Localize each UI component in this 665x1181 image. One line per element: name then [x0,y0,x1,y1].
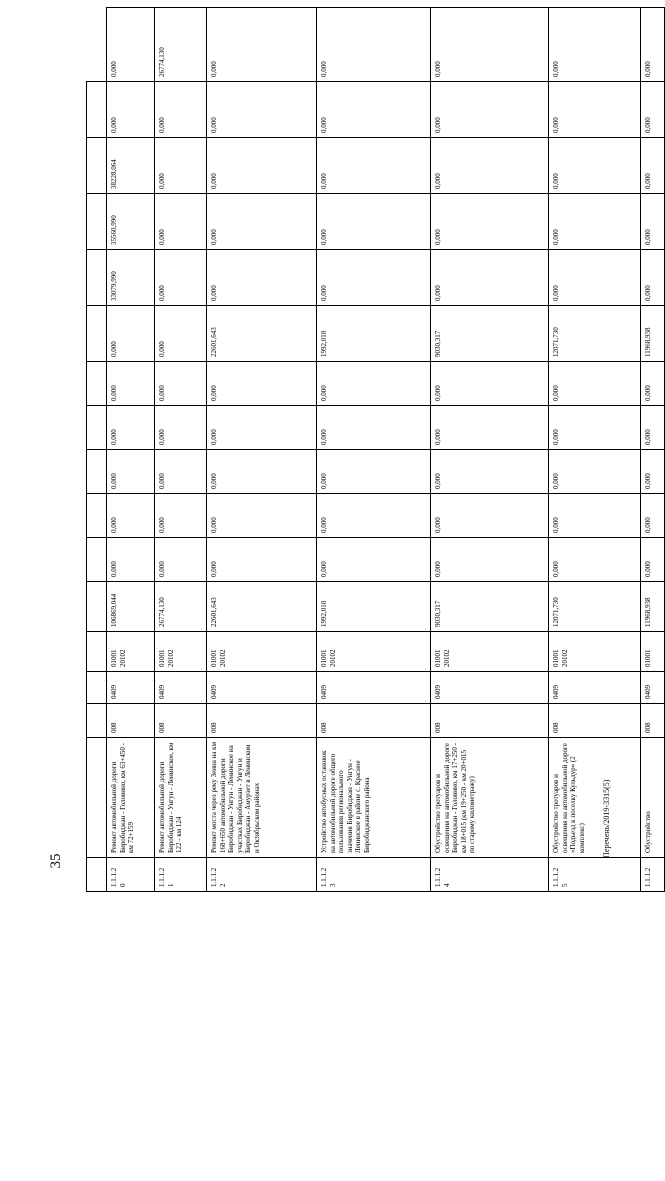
value-cell: 0409 [155,672,207,704]
value-cell: 0,000 [549,250,641,306]
value-cell: 0,000 [155,406,207,450]
value-cell: 0,000 [317,8,431,82]
row-name-cell: Обустройство тротуаров и освещения на автомобильной дороге Биробиджан - Головино, км 17+250 - км 18+015 (км 19+250 - км 20+015 по старому километражу) [431,738,549,858]
value-cell: 0,000 [207,450,317,494]
value-cell: 0,000 [641,538,665,582]
table-cell [87,538,107,582]
value-cell: 0,000 [431,250,549,306]
page-number: 35 [48,853,64,869]
value-cell: 0,000 [207,8,317,82]
value-cell: 008 [207,704,317,738]
value-cell: 0409 [207,672,317,704]
value-cell: 0,000 [317,494,431,538]
value-cell: 0,000 [317,250,431,306]
value-cell: 01001 20102 [431,632,549,672]
table-cell [87,406,107,450]
value-cell: 0,000 [641,250,665,306]
footer-stamp-text: Перечень/2019-3315(5) [602,779,611,858]
rotated-table-container [86,7,652,892]
value-cell: 35560,990 [107,194,155,250]
value-cell: 0,000 [431,450,549,494]
value-cell: 0,000 [549,82,641,138]
value-cell: 0,000 [155,82,207,138]
value-cell: 0,000 [207,362,317,406]
value-cell: 0,000 [641,362,665,406]
value-cell: 01001 20102 [317,632,431,672]
value-cell: 0,000 [155,362,207,406]
value-cell: 0,000 [317,194,431,250]
page-number-wrap [20,425,64,869]
value-cell: 0409 [549,672,641,704]
footer-stamp [600,628,616,888]
value-cell: 0,000 [431,194,549,250]
table-cell [87,738,107,858]
value-cell: 11968,938 [641,306,665,362]
value-cell: 0,000 [549,538,641,582]
value-cell: 0,000 [641,82,665,138]
value-cell: 0,000 [207,494,317,538]
value-cell: 22601,643 [207,306,317,362]
value-cell: 0,000 [107,494,155,538]
value-cell: 008 [155,704,207,738]
value-cell: 008 [431,704,549,738]
table-cell [87,82,107,138]
row-id-cell: 1.1.1.2 2 [207,858,317,892]
value-cell: 008 [107,704,155,738]
value-cell: 0,000 [207,406,317,450]
table-cell [87,450,107,494]
value-cell: 0,000 [107,362,155,406]
table-cell [87,632,107,672]
value-cell: 0,000 [641,450,665,494]
value-cell: 0,000 [207,138,317,194]
value-cell: 0,000 [107,82,155,138]
table-row-top [87,8,107,892]
value-cell: 0,000 [317,138,431,194]
table-cell [87,194,107,250]
value-cell: 11968,938 [641,582,665,632]
value-cell: 9030,317 [431,306,549,362]
value-cell: 0,000 [431,82,549,138]
row-id-cell: 1.1.1.2 0 [107,858,155,892]
value-cell: 0,000 [155,138,207,194]
value-cell: 0,000 [107,306,155,362]
value-cell: 008 [317,704,431,738]
value-cell: 0,000 [431,406,549,450]
row-id-cell: 1.1.1.2 4 [431,858,549,892]
value-cell: 0,000 [549,450,641,494]
value-cell: 22601,643 [207,582,317,632]
value-cell: 0,000 [155,306,207,362]
table-cell [87,704,107,738]
row-name-cell: Ремонт автомобильной дороги Биробиджан - Головино, км 63+450 - км 72+159 [107,738,155,858]
value-cell: 0,000 [207,538,317,582]
value-cell: 0409 [317,672,431,704]
value-cell: 0,000 [431,538,549,582]
value-cell: 26774,130 [155,582,207,632]
value-cell: 0,000 [107,450,155,494]
value-cell: 0,000 [207,194,317,250]
value-cell: 0,000 [549,362,641,406]
value-cell: 0409 [107,672,155,704]
value-cell: 0,000 [431,8,549,82]
table-cell [87,582,107,632]
table-cell [87,494,107,538]
value-cell: 0,000 [641,494,665,538]
value-cell: 9030,317 [431,582,549,632]
row-name-cell: Обустройство тротуаров и освещения на автомобильной дороге «Подъезд к поселку Кульдур» (2 комплекс) [549,738,641,858]
value-cell: 0,000 [549,138,641,194]
row-name-cell: Обустройство [641,738,665,858]
table-row [107,8,155,892]
row-id-cell: 1.1.1.2 1 [155,858,207,892]
table-body [87,8,665,892]
value-cell: 0,000 [641,138,665,194]
value-cell: 0,000 [155,250,207,306]
value-cell: 0,000 [317,82,431,138]
table-cell [87,858,107,892]
table-cell [87,250,107,306]
row-id-cell: 1.1.1.2 [641,858,665,892]
value-cell: 0,000 [431,362,549,406]
value-cell: 0,000 [549,194,641,250]
table-cell [87,138,107,194]
table-row [317,8,431,892]
value-cell: 0,000 [155,494,207,538]
value-cell: 12071,730 [549,306,641,362]
value-cell: 01001 20102 [549,632,641,672]
value-cell: 0,000 [549,8,641,82]
value-cell: 0,000 [317,406,431,450]
value-cell: 0,000 [641,406,665,450]
row-name-cell: Ремонт автомобильной дороги Биробиджан - Унгун - Ленинское, км 122 - км 124 [155,738,207,858]
value-cell: 0,000 [317,450,431,494]
table-cell [87,306,107,362]
value-cell: 008 [641,704,665,738]
value-cell: 0,000 [155,194,207,250]
value-cell: 0,000 [155,538,207,582]
value-cell: 0409 [431,672,549,704]
value-cell: 38228,064 [107,138,155,194]
value-cell: 0409 [641,672,665,704]
value-cell: 01001 20102 [107,632,155,672]
value-cell: 0,000 [549,494,641,538]
table-row [155,8,207,892]
table-cell [87,672,107,704]
value-cell: 106869,044 [107,582,155,632]
value-cell: 0,000 [155,450,207,494]
value-cell: 0,000 [207,82,317,138]
table-row [431,8,549,892]
value-cell: 0,000 [641,8,665,82]
value-cell: 01001 20102 [207,632,317,672]
value-cell: 1992,010 [317,582,431,632]
value-cell: 0,000 [317,362,431,406]
table-row [549,8,641,892]
row-name-cell: Ремонт моста через реку Зеина на км 168+650 автомобильной дороги Биробиджан - Унгун - Ленинское на участках Биробиджан - Унгун и Биробиджан - Амурзет в Ленинском и Октябрьском районах [207,738,317,858]
table-cell [87,362,107,406]
value-cell: 0,000 [207,250,317,306]
row-id-cell: 1.1.1.2 5 [549,858,641,892]
value-cell: 0,000 [549,406,641,450]
table-row [641,8,665,892]
value-cell: 0,000 [107,406,155,450]
value-cell: 1992,010 [317,306,431,362]
value-cell: 01001 20102 [155,632,207,672]
row-name-cell: Устройство автобусных остановок на автомобильной дороге общего пользования регионального значения Биробиджан - Унгун - Ленинское в районе с. Красное Биробиджанского района [317,738,431,858]
budget-table [86,7,665,892]
table-row [207,8,317,892]
value-cell: 0,000 [431,494,549,538]
value-cell: 0,000 [431,138,549,194]
value-cell: 0,000 [641,194,665,250]
value-cell: 12071,730 [549,582,641,632]
value-cell: 0,000 [107,8,155,82]
value-cell: 0,000 [317,538,431,582]
value-cell: 01001 [641,632,665,672]
value-cell: 0,000 [107,538,155,582]
value-cell: 33079,990 [107,250,155,306]
value-cell: 26774,130 [155,8,207,82]
value-cell: 008 [549,704,641,738]
row-id-cell: 1.1.1.2 3 [317,858,431,892]
